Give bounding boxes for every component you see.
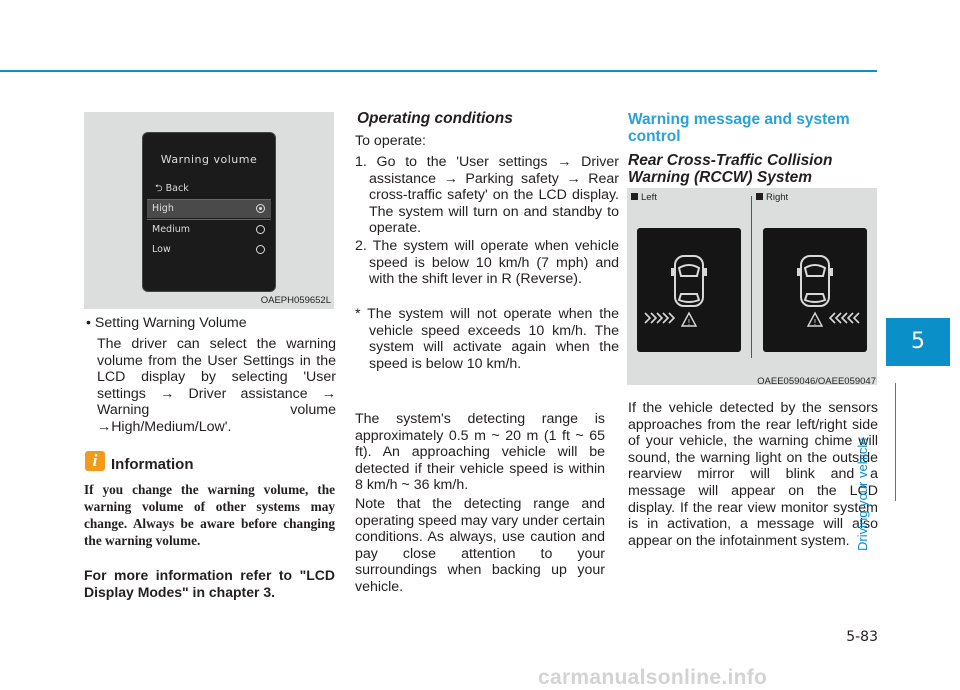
radio-selected-icon bbox=[256, 204, 265, 213]
page-number: 5-83 bbox=[846, 629, 878, 645]
warning-message-heading: Warning message and system control bbox=[628, 111, 850, 145]
warning-volume-description: The driver can select the warning volume from the User Settings in the LCD display by selecting 'User settings → Driver assistance → Warning volume →High/Medium/Low'. bbox=[97, 336, 336, 435]
figure-divider bbox=[751, 196, 752, 358]
lcd-option-medium bbox=[147, 221, 271, 239]
radio-icon bbox=[256, 225, 265, 234]
rccw-subheading: Rear Cross-Traffic Collision Warning (RCCW) System bbox=[628, 152, 833, 186]
figure-label-left: Left bbox=[631, 192, 657, 203]
lcd-back-label: ⮌ Back bbox=[155, 183, 189, 194]
car-right-warning-icon bbox=[763, 228, 867, 352]
operate-step-1: 1. Go to the 'User settings → Driver assistance → Parking safety → Rear cross-traffic safety' on the LCD display. The system will turn on and standby to operate. bbox=[355, 154, 619, 237]
rccw-figure bbox=[627, 188, 877, 385]
rccw-description: If the vehicle detected by the sensors approaches from the rear left/right side of your vehicle, the warning chime will sound, the warning light on the outside rearview mirror will blink and a message will appear on the LCD display. If the rear view monitor system is in activation, a message will also appear on the infotainment system. bbox=[628, 400, 878, 549]
operate-intro: To operate: bbox=[355, 133, 426, 149]
operate-step-2: 2. The system will operate when vehicle speed is below 10 km/h (7 mph) and with the shift lever in R (Reverse). bbox=[355, 238, 619, 288]
rccw-left-screen bbox=[637, 228, 741, 352]
lcd-display bbox=[142, 132, 276, 292]
info-icon: i bbox=[85, 451, 105, 471]
warning-volume-figure bbox=[84, 112, 334, 309]
chapter-tab: 5 bbox=[886, 318, 950, 366]
svg-text:!: ! bbox=[687, 318, 691, 327]
svg-text:!: ! bbox=[813, 318, 817, 327]
radio-icon bbox=[256, 245, 265, 254]
lcd-option-label: Low bbox=[152, 244, 171, 255]
detecting-range-paragraph: The system's detecting range is approximately 0.5 m ~ 20 m (1 ft ~ 65 ft). An approaching vehicle will be detected if their vehicle speed is within 8 km/h ~ 36 km/h. bbox=[355, 411, 605, 494]
lcd-option-low bbox=[147, 241, 271, 259]
chapter-tab-line bbox=[895, 383, 896, 501]
figure-code: OAEPH059652L bbox=[260, 295, 331, 306]
figure-code: OAEE059046/OAEE059047 bbox=[757, 376, 876, 387]
info-title: Information bbox=[111, 456, 194, 473]
operate-note: * The system will not operate when the vehicle speed exceeds 10 km/h. The system will activate again when the speed is below 10 km/h. bbox=[355, 306, 619, 372]
car-left-warning-icon bbox=[637, 228, 741, 352]
chapter-title: Driving your vehicle bbox=[855, 437, 870, 551]
bullet-setting-warning-volume: • Setting Warning Volume bbox=[86, 315, 247, 331]
more-info-reference: For more information refer to "LCD Display Modes" in chapter 3. bbox=[84, 567, 335, 600]
operating-conditions-heading: Operating conditions bbox=[357, 110, 513, 127]
rccw-right-screen bbox=[763, 228, 867, 352]
lcd-title: Warning volume bbox=[160, 153, 258, 166]
square-bullet-icon bbox=[631, 193, 638, 200]
watermark: carmanualsonline.info bbox=[538, 666, 768, 689]
header-rule bbox=[0, 70, 877, 72]
caution-paragraph: Note that the detecting range and operating speed may vary under certain conditions. As always, use caution and pay close attention to your surroundings when backing up your vehicle. bbox=[355, 496, 605, 595]
figure-label-right: Right bbox=[756, 192, 788, 203]
lcd-option-label: Medium bbox=[152, 224, 190, 235]
square-bullet-icon bbox=[756, 193, 763, 200]
lcd-option-high bbox=[147, 200, 271, 218]
lcd-option-label: High bbox=[152, 203, 174, 214]
lcd-divider bbox=[147, 219, 271, 220]
info-body: If you change the warning volume, the warning volume of other systems may change. Always be aware before changing the warning volume. bbox=[84, 482, 335, 548]
